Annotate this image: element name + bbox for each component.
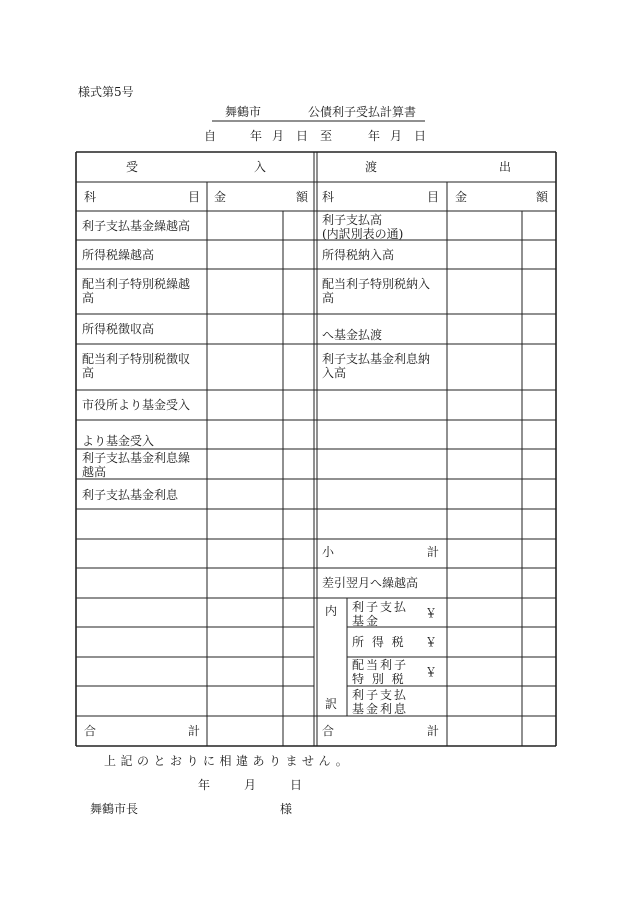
right-total-label [322, 725, 439, 738]
receipt-header-left: 受 [126, 160, 139, 174]
payment-item: へ基金払渡 [322, 328, 383, 342]
receipt-header [126, 161, 266, 174]
right-amount-header-left: 金 [455, 190, 468, 204]
receipt-item: 市役所より基金受入 [82, 398, 191, 412]
payment-header-right: 出 [498, 160, 511, 174]
receipt-item: 配当利子特別税徴収 高 [82, 352, 191, 380]
left-item-header-left: 科 [84, 190, 97, 204]
form-number: 様式第5号 [78, 85, 134, 99]
left-amount-header [214, 191, 308, 204]
balance-forward-label: 差引翌月へ繰越高 [322, 576, 419, 590]
certification-statement: 上記のとおりに相違ありません。 [104, 754, 353, 768]
right-total-left: 合 [322, 724, 335, 738]
yen-sign: ￥ [425, 635, 438, 649]
title-city: 舞鶴市 [225, 105, 262, 119]
right-item-header-right: 目 [426, 190, 439, 204]
receipt-item: 配当利子特別税繰越 高 [82, 277, 191, 305]
payment-header [365, 161, 511, 174]
left-amount-header-left: 金 [214, 190, 227, 204]
period-year-2: 年 [368, 129, 381, 143]
payment-item: 所得税納入高 [322, 248, 395, 262]
period-month-2: 月 [390, 129, 403, 143]
right-amount-header-right: 額 [535, 190, 548, 204]
period-day-2: 日 [414, 129, 427, 143]
left-total-label [84, 725, 200, 738]
footer-day: 日 [290, 778, 303, 792]
period-day-1: 日 [296, 129, 309, 143]
payment-header-left: 渡 [365, 160, 378, 174]
right-amount-header [455, 191, 548, 204]
addressee-honorific: 様 [280, 802, 293, 816]
payment-item: 利子支払基金利息納 入高 [322, 352, 431, 380]
breakdown-top-char: 内 [325, 604, 338, 618]
period-from: 自 [204, 129, 217, 143]
breakdown-item-label: 利子支払 基金 [352, 600, 409, 628]
left-total-right: 計 [187, 724, 200, 738]
subtotal-right: 計 [426, 545, 439, 559]
period-month-1: 月 [272, 129, 285, 143]
subtotal-label [322, 546, 439, 559]
subtotal-left: 小 [322, 545, 335, 559]
period-year-1: 年 [250, 129, 263, 143]
left-amount-header-right: 額 [295, 190, 308, 204]
breakdown-item-label: 配当利子 特 別 税 [352, 658, 409, 686]
receipt-item: 所得税繰越高 [82, 248, 155, 262]
payment-item: 利子支払高 (内訳別表の通) [322, 213, 404, 241]
right-total-right: 計 [426, 724, 439, 738]
right-item-header-left: 科 [322, 190, 335, 204]
title-text: 公債利子受払計算書 [308, 105, 417, 119]
footer-year: 年 [198, 778, 211, 792]
footer-month: 月 [244, 778, 257, 792]
breakdown-bottom-char: 訳 [325, 697, 338, 711]
receipt-item: より基金受入 [82, 434, 155, 448]
receipt-item: 利子支払基金利息繰 越高 [82, 451, 191, 479]
right-item-header [322, 191, 439, 204]
period-to: 至 [320, 129, 333, 143]
breakdown-item-label: 利子支払 基金利息 [352, 688, 409, 716]
receipt-header-right: 入 [253, 160, 266, 174]
payment-item: 配当利子特別税納入 高 [322, 277, 431, 305]
receipt-item: 所得税徴収高 [82, 322, 155, 336]
left-item-header-right: 目 [187, 190, 200, 204]
addressee: 舞鶴市長 [90, 802, 139, 816]
left-total-left: 合 [84, 724, 97, 738]
left-item-header [84, 191, 200, 204]
yen-sign: ￥ [425, 665, 438, 679]
breakdown-item-label: 所 得 税 [352, 635, 406, 649]
yen-sign: ￥ [425, 606, 438, 620]
receipt-item: 利子支払基金繰越高 [82, 219, 191, 233]
receipt-item: 利子支払基金利息 [82, 488, 179, 502]
